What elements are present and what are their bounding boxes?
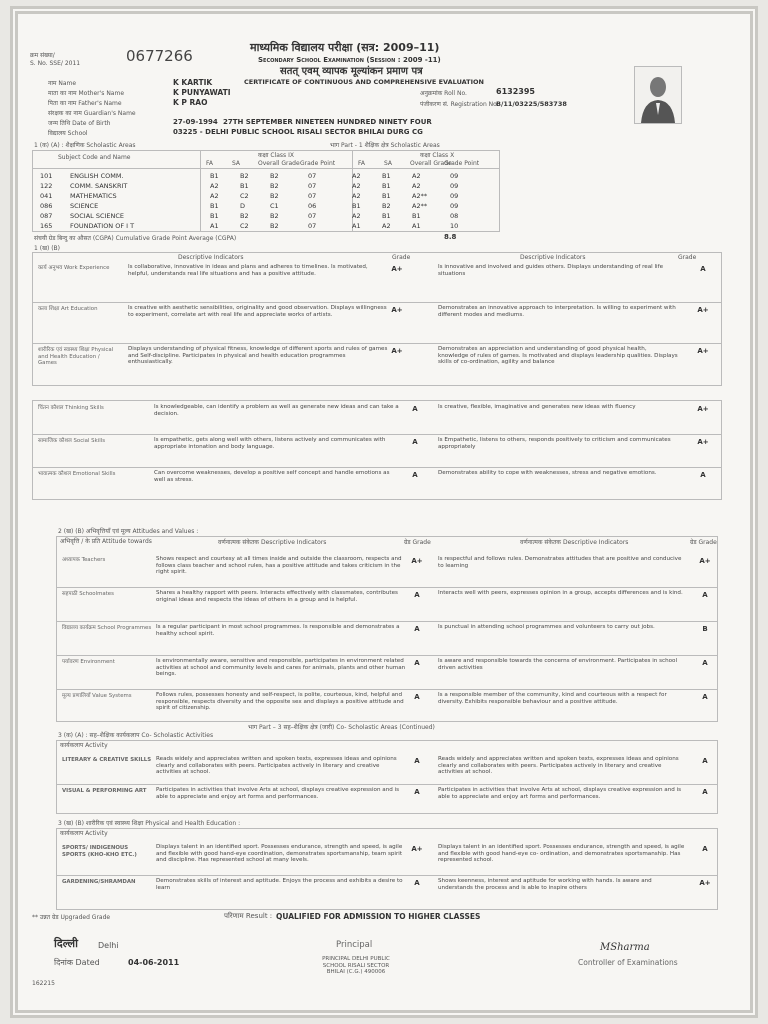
- descriptor-class9: Demonstrates skills of interest and aptitude. Enjoys the process and exhibits a desire to learn: [156, 878, 403, 891]
- row-label: सहपाठी Schoolmates: [62, 591, 114, 597]
- dob-value: 27-09-1994: [173, 118, 218, 126]
- subject-gp10-cell: 08: [450, 212, 459, 220]
- certificate-page: [10, 6, 758, 1018]
- col-sa9: SA: [232, 160, 241, 167]
- principal-label: Principal: [336, 940, 373, 950]
- subject-sa9-cell: B1: [240, 182, 249, 190]
- subject-ov9-cell: B2: [270, 222, 279, 230]
- subject-gp9-cell: 07: [308, 172, 317, 180]
- subject-code-cell: 122: [40, 182, 53, 190]
- grade-class10: A: [700, 265, 706, 273]
- subject-ov9-cell: B2: [270, 192, 279, 200]
- row-label: अध्यापक Teachers: [62, 557, 106, 563]
- grade-class9: A: [414, 757, 420, 765]
- subject-code-cell: 041: [40, 192, 53, 200]
- descriptor-class9: Is a regular participant in most school programmes. Is responsible and demonstrates a healthy school spirit.: [156, 624, 400, 637]
- descriptor-class9: Displays understanding of physical fitness, knowledge of different sports and rules of games and Self-discipline. Participates in physical and health education programmes enthusiastically.: [128, 346, 388, 366]
- school-label: विद्यालय School: [48, 130, 88, 137]
- col-grade10: Grade: [678, 254, 697, 261]
- row-divider: [32, 302, 722, 303]
- subject-row: [38, 181, 482, 191]
- descriptor-class10: Shows keenness, interest and aptitude for working with hands. Is aware and understands the process and is able to inspire others: [438, 878, 652, 891]
- activities-table: [56, 740, 718, 814]
- grade-class10: B: [702, 625, 708, 633]
- dob-words: 27TH SEPTEMBER NINETEEN HUNDRED NINETY FOUR: [223, 118, 432, 126]
- row-divider: [56, 875, 718, 876]
- subject-sa9-cell: B2: [240, 212, 249, 220]
- subject-fa10-cell: A1: [352, 222, 361, 230]
- descriptor-class9: Is empathetic, gets along well with others, listens actively and communicates with appropriate intonation and body language.: [154, 437, 386, 450]
- row-label: SPORTS/ INDIGENOUS SPORTS (KHO-KHO ETC.): [62, 845, 137, 858]
- subject-fa9-cell: A1: [210, 222, 219, 230]
- subject-sa10-cell: B2: [382, 202, 391, 210]
- col-desc9-2b: वर्णनात्मक संकेतक Descriptive Indicators: [218, 539, 327, 546]
- grade-class9: A: [414, 659, 420, 667]
- subject-ov10-cell: A2**: [412, 202, 428, 210]
- row-divider: [56, 689, 718, 690]
- grade-class10: A: [702, 693, 708, 701]
- upgraded-note: ** उन्नत ग्रेड Upgraded Grade: [32, 914, 111, 921]
- subject-fa9-cell: A2: [210, 192, 219, 200]
- part1-title: भाग Part - 1 शैक्षिक क्षेत्र Scholastic Areas: [330, 142, 440, 149]
- descriptor-class9: Reads widely and appreciates written and spoken texts, expresses ideas and opinions clearly and collaborates with peers. Participates actively in literary and creative activities at school.: [156, 756, 397, 776]
- subject-fa9-cell: B1: [210, 212, 219, 220]
- part2b-section-label: 2 (ख) (B) अभिवृत्तियाँ एवं मूल्य Attitudes and Values :: [58, 528, 199, 535]
- cgpa-value: 8.8: [444, 233, 457, 241]
- physical-education-table: [56, 828, 718, 910]
- part3-title: भाग Part – 3 सह–शैक्षिक क्षेत्र (जारी) Co- Scholastic Areas (Continued): [248, 724, 435, 731]
- subject-name-cell: FOUNDATION OF I T: [70, 222, 135, 230]
- grade-class9: A: [412, 471, 418, 479]
- name-label: नाम Name: [48, 80, 77, 87]
- place-english: Delhi: [98, 941, 119, 950]
- date-value: 04-06-2011: [128, 958, 180, 967]
- place-hindi: दिल्ली: [54, 937, 78, 950]
- col-desc10: Descriptive Indicators: [520, 254, 586, 261]
- row-divider: [56, 655, 718, 656]
- serial-label-en: S. No. SSE/ 2011: [30, 60, 81, 67]
- col-class9: कक्षा Class IX: [258, 152, 294, 159]
- father-name: K P RAO: [173, 98, 208, 107]
- descriptor-class9: Follows rules, possesses honesty and self-respect, is polite, courteous, kind, helpful and responsible, respects diversity and the opposite sex and displays a positive attitude and spirit of citizenship.: [156, 692, 404, 712]
- subject-row: [38, 171, 482, 181]
- row-label: कला शिक्षा Art Education: [38, 306, 98, 312]
- subject-gp9-cell: 07: [308, 182, 317, 190]
- subject-gp10-cell: 09: [450, 172, 459, 180]
- subject-name-cell: COMM. SANSKRIT: [70, 182, 128, 190]
- descriptor-class10: Participates in activities that involve Arts at school, displays creative expression and is able to appreciate and enjoy art forms and performances.: [438, 787, 682, 800]
- student-photo: [634, 66, 682, 124]
- activity-label-b: कार्यकलाप Activity: [60, 830, 108, 837]
- subject-row: [38, 221, 482, 231]
- part1b-section-label: 1 (ख) (B): [34, 245, 61, 252]
- grade-class10: A: [700, 471, 706, 479]
- row-divider: [56, 587, 718, 588]
- col-fa9: FA: [206, 160, 214, 167]
- descriptor-class9: Is collaborative, innovative in ideas and plans and adheres to timelines. Is motivated, helpful, understands real life situations and has a positive attitude.: [128, 264, 368, 277]
- subject-name-cell: ENGLISH COMM.: [70, 172, 124, 180]
- subject-row: [38, 211, 482, 221]
- subject-sa9-cell: B2: [240, 172, 249, 180]
- school-value: 03225 - DELHI PUBLIC SCHOOL RISALI SECTOR BHILAI DURG CG: [173, 128, 423, 136]
- subject-ov10-cell: A2: [412, 172, 421, 180]
- col-attitude: अभिवृत्ति / के प्रति Attitude towards: [60, 538, 152, 545]
- row-label: मूल्य प्रणालियाँ Value Systems: [62, 693, 132, 699]
- col-subject: Subject Code and Name: [58, 154, 131, 161]
- col-desc9: Descriptive Indicators: [178, 254, 244, 261]
- serial-number: 0677266: [126, 47, 193, 65]
- subject-row: [38, 191, 482, 201]
- subject-gp10-cell: 09: [450, 202, 459, 210]
- grade-class9: A: [412, 405, 418, 413]
- subject-ov10-cell: A1: [412, 222, 421, 230]
- subject-fa9-cell: B1: [210, 202, 219, 210]
- father-label: पिता का नाम Father's Name: [48, 100, 122, 107]
- grade-class9: A: [414, 625, 420, 633]
- descriptor-class10: Reads widely and appreciates written and spoken texts, expresses ideas and opinions clearly and collaborates with peers. Participates actively in literary and creative activities at school.: [438, 756, 679, 776]
- grade-class9: A: [414, 591, 420, 599]
- subject-gp10-cell: 09: [450, 182, 459, 190]
- subject-fa10-cell: A2: [352, 182, 361, 190]
- col-gp9: Grade Point: [300, 160, 336, 167]
- row-divider: [32, 343, 722, 344]
- title-hindi: माध्यमिक विद्यालय परीक्षा (सत्र: 2009–11): [250, 41, 440, 54]
- row-divider: [32, 467, 722, 468]
- subject-ov9-cell: C1: [270, 202, 279, 210]
- subject-code-cell: 101: [40, 172, 53, 180]
- col-grade10-2b: ग्रेड Grade: [690, 539, 717, 546]
- subjects-table: [38, 171, 482, 231]
- subject-fa10-cell: A2: [352, 172, 361, 180]
- grade-class10: A: [702, 659, 708, 667]
- subject-sa9-cell: D: [240, 202, 246, 210]
- row-label: चिंतन कौशल Thinking Skills: [38, 405, 104, 411]
- row-label: LITERARY & CREATIVE SKILLS: [62, 757, 152, 763]
- descriptor-class9: Shows respect and courtesy at all times inside and outside the classroom, respects and follows class teacher and school rules, has a positive attitude and takes criticism in the right spirit.: [156, 556, 402, 576]
- grade-class10: A: [702, 757, 708, 765]
- part1-section-label: 1 (क) (A) : शैक्षणिक Scholastic Areas: [34, 142, 136, 149]
- subject-sa9-cell: C2: [240, 192, 249, 200]
- col-overall10: Overall Grade: [410, 160, 452, 167]
- subject-sa9-cell: C2: [240, 222, 249, 230]
- school-stamp: PRINCIPAL DELHI PUBLIC SCHOOL RISALI SECTOR BHILAI (C.G.) 490006: [322, 956, 390, 975]
- descriptor-class10: Is innovative and involved and guides others. Displays understanding of real life situations: [438, 264, 664, 277]
- row-divider: [56, 621, 718, 622]
- col-desc10-2b: वर्णनात्मक संकेतक Descriptive Indicators: [520, 539, 629, 546]
- grade-class10: A: [702, 845, 708, 853]
- grade-class9: A: [414, 693, 420, 701]
- descriptor-class10: Is aware and responsible towards the concerns of environment. Participates in school driven activities: [438, 658, 678, 671]
- row-label: भावात्मक कौशल Emotional Skills: [38, 471, 116, 477]
- controller-label: Controller of Examinations: [578, 958, 678, 967]
- subject-gp9-cell: 06: [308, 202, 317, 210]
- subject-ov10-cell: A2**: [412, 192, 428, 200]
- grade-class10: A+: [697, 306, 709, 314]
- grade-class10: A+: [697, 405, 709, 413]
- grade-class9: A+: [411, 557, 423, 565]
- reg-label: पंजीकरण सं. Registration No.: [420, 101, 499, 108]
- row-label: सामाजिक कौशल Social Skills: [38, 438, 106, 444]
- subject-ov10-cell: B1: [412, 212, 421, 220]
- activity-label-a: कार्यकलाप Activity: [60, 742, 108, 749]
- subtitle-english: CERTIFICATE OF CONTINUOUS AND COMPREHENSIVE EVALUATION: [244, 78, 484, 86]
- roll-value: 6132395: [496, 87, 535, 96]
- subject-fa9-cell: A2: [210, 182, 219, 190]
- descriptor-class10: Is respectful and follows rules. Demonstrates attitudes that are positive and conducive to learning: [438, 556, 682, 569]
- row-label: कार्य अनुभव Work Experience: [38, 265, 110, 271]
- subject-sa10-cell: B1: [382, 172, 391, 180]
- col-class10: कक्षा Class X: [420, 152, 455, 159]
- subject-name-cell: MATHEMATICS: [70, 192, 117, 200]
- row-label: VISUAL & PERFORMING ART: [62, 788, 147, 794]
- subject-ov9-cell: B2: [270, 172, 279, 180]
- subject-fa10-cell: B1: [352, 202, 361, 210]
- subject-sa10-cell: A2: [382, 222, 391, 230]
- row-label: पर्यावरण Environment: [62, 659, 115, 665]
- date-label: दिनांक Dated: [54, 958, 100, 967]
- subject-ov9-cell: B2: [270, 212, 279, 220]
- row-divider: [32, 434, 722, 435]
- subject-code-cell: 165: [40, 222, 53, 230]
- col-overall9: Overall Grade: [258, 160, 300, 167]
- dob-label: जन्म तिथि Date of Birth: [48, 120, 111, 127]
- col-grade9: Grade: [392, 254, 411, 261]
- subject-gp9-cell: 07: [308, 192, 317, 200]
- descriptor-class9: Participates in activities that involve Arts at school, displays creative expression and is able to appreciate and enjoy art forms and performances.: [156, 787, 400, 800]
- mother-label: माता का नाम Mother's Name: [48, 90, 125, 97]
- col-fa10: FA: [358, 160, 366, 167]
- descriptor-class9: Can overcome weaknesses, develop a positive self concept and handle emotions as well as stress.: [154, 470, 390, 483]
- serial-label-hi: क्रम संख्या/: [30, 52, 55, 59]
- controller-signature: MSharma: [600, 942, 650, 953]
- descriptor-class10: Displays talent in an identified sport. Possesses endurance, strength and speed, is agile and flexible with good hand-eye co- ordination, and demonstrates sportsmanship. Has represented school.: [438, 844, 685, 864]
- grade-class10: A+: [697, 438, 709, 446]
- descriptor-class10: Is Empathetic, listens to others, responds positively to criticism and communicates appropriately: [438, 437, 671, 450]
- subject-gp10-cell: 10: [450, 222, 459, 230]
- cgpa-label: संचयी ग्रेड बिन्दु का औसत (CGPA) Cumulative Grade Point Average (CGPA): [34, 235, 237, 242]
- grade-class10: A+: [697, 347, 709, 355]
- subject-fa9-cell: B1: [210, 172, 219, 180]
- subject-gp9-cell: 07: [308, 222, 317, 230]
- grade-class9: A+: [391, 347, 403, 355]
- grade-class10: A+: [699, 879, 711, 887]
- descriptor-class10: Demonstrates an innovative approach to interpretation. Is willing to experiment with different modes and mediums.: [438, 305, 676, 318]
- descriptor-class10: Is a responsible member of the community, kind and courteous with a respect for diversity. Exhibits responsible behaviour and a positive attitude.: [438, 692, 667, 705]
- subject-gp10-cell: 09: [450, 192, 459, 200]
- row-label: GARDENING/SHRAMDAN: [62, 879, 136, 885]
- corner-code: 162215: [32, 980, 55, 987]
- subject-ov10-cell: A2: [412, 182, 421, 190]
- mother-name: K PUNYAWATI: [173, 88, 231, 97]
- grade-class10: A: [702, 591, 708, 599]
- subtitle-hindi: सतत् एवम् व्यापक मूल्यांकन प्रमाण पत्र: [280, 66, 423, 77]
- part3-section-b: 3 (ख) (B) शारीरिक एवं स्वास्थ्य शिक्षा Physical and Health Education :: [58, 820, 241, 827]
- row-divider: [56, 784, 718, 785]
- subject-name-cell: SCIENCE: [70, 202, 99, 210]
- descriptor-class9: Is environmentally aware, sensitive and responsible, participates in environment related activities at school and community levels and cares for animals, plants and other human beings.: [156, 658, 406, 678]
- grade-class9: A+: [411, 845, 423, 853]
- grade-class9: A: [414, 879, 420, 887]
- descriptor-class10: Demonstrates an appreciation and understanding of good physical health, knowledge of rules of games. Is motivated and displays leadership qualities. Displays skills of co-ordination, agility and balance: [438, 346, 678, 366]
- grade-class9: A+: [391, 306, 403, 314]
- descriptor-class10: Interacts well with peers, expresses opinion in a group, accepts differences and is kind.: [438, 590, 683, 596]
- subject-sa10-cell: B1: [382, 212, 391, 220]
- subject-code-cell: 087: [40, 212, 53, 220]
- roll-label: अनुक्रमांक Roll No.: [420, 90, 467, 97]
- descriptor-class9: Shares a healthy rapport with peers. Interacts effectively with classmates, contributes original ideas and respects the ideas of others in a group and is helpful.: [156, 590, 398, 603]
- grade-class9: A: [412, 438, 418, 446]
- result-label: परिणाम Result :: [224, 912, 273, 920]
- grade-class10: A: [702, 788, 708, 796]
- grade-class9: A+: [391, 265, 403, 273]
- grade-class10: A+: [699, 557, 711, 565]
- subject-sa10-cell: B1: [382, 182, 391, 190]
- subject-ov9-cell: B2: [270, 182, 279, 190]
- descriptor-class9: Is knowledgeable, can identify a problem as well as generate new ideas and can take a decision.: [154, 404, 399, 417]
- col-sa10: SA: [384, 160, 393, 167]
- col-gp10: Grade Point: [444, 160, 480, 167]
- part3-section-a: 3 (क) (A) : सह–शैक्षिक कार्यकलाप Co- Scholastic Activities: [58, 732, 214, 739]
- descriptor-class9: Is creative with aesthetic sensibilities, originality and good observation. Displays willingness to experiment, correlate art with real life and appreciate works of artists.: [128, 305, 387, 318]
- subject-fa10-cell: A2: [352, 192, 361, 200]
- subject-name-cell: SOCIAL SCIENCE: [70, 212, 125, 220]
- descriptor-class10: Is creative, flexible, imaginative and generates new ideas with fluency: [438, 404, 636, 410]
- descriptor-class9: Displays talent in an identified sport. Possesses endurance, strength and speed, is agile and flexible with good hand-eye coordination, demonstrates sportsmanship, team spirit and discipline. Has represented school at many levels.: [156, 844, 403, 864]
- col-grade9-2b: ग्रेड Grade: [404, 539, 431, 546]
- guardian-label: संरक्षक का नाम Guardian's Name: [48, 110, 136, 117]
- student-name: K KARTIK: [173, 78, 213, 87]
- row-label: विद्यालय कार्यक्रम School Programmes: [62, 625, 152, 631]
- subject-row: [38, 201, 482, 211]
- subject-sa10-cell: B1: [382, 192, 391, 200]
- result-value: QUALIFIED FOR ADMISSION TO HIGHER CLASSES: [276, 912, 481, 921]
- subject-fa10-cell: A2: [352, 212, 361, 220]
- title-english: Secondary School Examination (Session : 2009 -11): [258, 56, 441, 64]
- grade-class9: A: [414, 788, 420, 796]
- reg-value: B/11/03225/583738: [496, 100, 567, 108]
- descriptor-class10: Demonstrates ability to cope with weaknesses, stress and negative emotions.: [438, 470, 657, 476]
- descriptor-class10: Is punctual in attending school programmes and volunteers to carry out jobs.: [438, 624, 655, 630]
- subject-code-cell: 086: [40, 202, 53, 210]
- row-label: शारीरिक एवं स्वास्थ्य शिक्षा Physical and Health Education / Games: [38, 347, 114, 366]
- subject-gp9-cell: 07: [308, 212, 317, 220]
